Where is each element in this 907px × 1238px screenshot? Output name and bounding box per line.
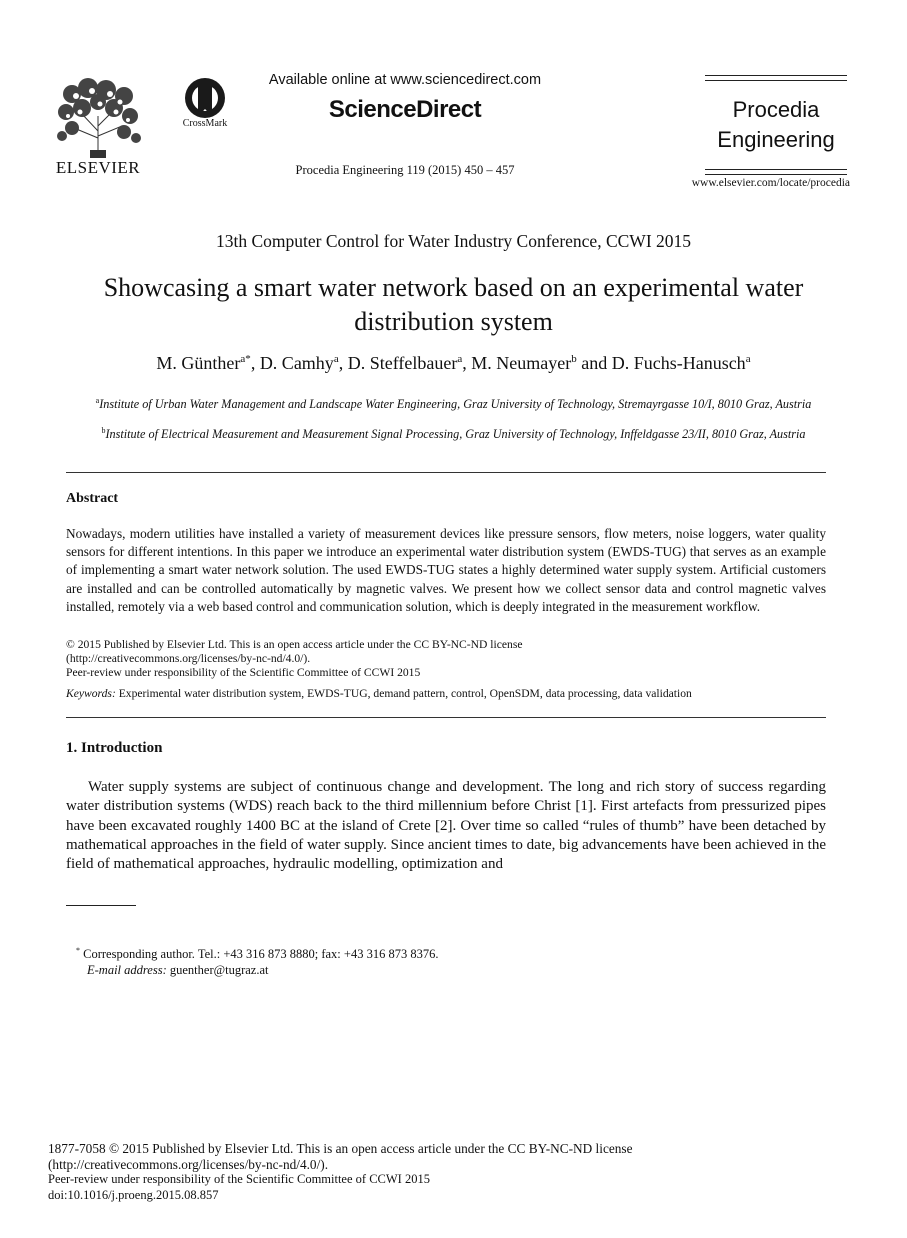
author-affil-sup: b — [571, 353, 577, 365]
journal-url-link[interactable]: www.elsevier.com/locate/procedia — [691, 177, 850, 189]
introduction-heading: 1. Introduction — [66, 740, 163, 756]
journal-rule — [705, 169, 847, 170]
sciencedirect-wordmark: ScienceDirect — [328, 96, 482, 123]
author-name: D. Fuchs-Hanusch — [611, 353, 746, 373]
license-link[interactable]: (http://creativecommons.org/licenses/by-nc-nd/4.0/). — [66, 652, 311, 665]
affiliation-a-marker: a — [95, 396, 100, 405]
publisher-wordmark: ELSEVIER — [55, 158, 141, 177]
journal-name-line2: Engineering — [717, 127, 835, 152]
author-name: M. Günther — [156, 353, 241, 373]
abstract-bottom-rule — [66, 717, 826, 718]
footnote-rule — [66, 905, 136, 906]
affiliation-b — [40, 426, 867, 442]
journal-rule — [705, 174, 847, 175]
journal-rule — [705, 75, 847, 76]
author-separator: and — [576, 353, 612, 373]
keywords-line — [66, 687, 826, 700]
author-separator: , — [462, 353, 472, 373]
author-affil-sup: a* — [240, 353, 251, 365]
abstract-heading: Abstract — [66, 491, 119, 506]
crossmark-label: CrossMark — [182, 118, 228, 129]
introduction-text: Water supply systems are subject of continuous change and development. The long and rich story of success regarding water distribution systems (WDS) reach back to the third millennium before Christ [1]. First artefacts from pressurized pipes have been excavated roughly 1400 BC at the island of Crete [2]. Over time so called “rules of thumb” have been detached by mathematical approaches in the field of water supply. Since ancient times to date, big advancements have been achieved in the field of mathematical approaches, hydraulic modelling, optimization and — [66, 779, 826, 873]
author-name: D. Camhy — [259, 353, 334, 373]
author-name: D. Steffelbauer — [347, 353, 458, 373]
doi-link[interactable]: doi:10.1016/j.proeng.2015.08.857 — [48, 1187, 219, 1202]
copyright-license-link[interactable]: (http://creativecommons.org/licenses/by-nc-nd/4.0/). — [48, 1156, 329, 1172]
affiliation-a — [66, 393, 841, 412]
paper-title-line1: Showcasing a smart water network based on an experimental water — [103, 273, 804, 302]
journal-name — [705, 95, 847, 155]
author-list — [40, 353, 867, 374]
email-label: E-mail address: — [87, 963, 167, 977]
journal-name-line1: Procedia — [732, 97, 820, 122]
copyright-line: 1877-7058 © 2015 Published by Elsevier Ltd. This is an open access article under the CC BY-NC-ND license — [48, 1141, 633, 1156]
peer-review-line: Peer-review under responsibility of the Scientific Committee of CCWI 2015 — [66, 666, 421, 679]
author-name: M. Neumayer — [471, 353, 572, 373]
author-separator: , — [250, 353, 260, 373]
copyright-block — [48, 1141, 848, 1203]
copyright-peer-review: Peer-review under responsibility of the Scientific Committee of CCWI 2015 — [48, 1172, 430, 1186]
license-line: © 2015 Published by Elsevier Ltd. This is an open access article under the CC BY-NC-ND license — [66, 638, 523, 651]
affiliation-b-marker: b — [101, 426, 106, 435]
author-separator: , — [338, 353, 348, 373]
abstract-text: Nowadays, modern utilities have installed a variety of measurement devices like pressure sensors, flow meters, noise loggers, water quality sensors for different intentions. In this paper we introduce an experimental water distribution system (EWDS-TUG) that serves as an example of implementing a smart water network solution. The used EWDS-TUG states a highly determined water supply system. Artificial customers are installed and can be controlled automatically by magnetic valves. We present how we collect sensor data and control magnetic valves installed, remotely via a web based control and communication solution, which is deeply integrated in the measurement workflow. — [66, 526, 826, 614]
paper-title — [40, 271, 867, 339]
abstract-top-rule — [66, 472, 826, 473]
email-address[interactable]: guenther@tugraz.at — [169, 963, 269, 977]
keywords-label: Keywords: — [66, 687, 116, 700]
author-affil-sup: a — [457, 353, 463, 365]
affiliation-b-text: Institute of Electrical Measurement and Measurement Signal Processing, Graz University of Technology, Inffeldgasse 23/II, 8010 Graz, Austria — [105, 427, 806, 442]
paper-title-line2: distribution system — [354, 307, 553, 336]
license-block — [66, 638, 826, 680]
journal-rule — [705, 80, 847, 81]
conference-name: 13th Computer Control for Water Industry Conference, CCWI 2015 — [215, 231, 692, 251]
author-affil-sup: a — [333, 353, 339, 365]
journal-reference: Procedia Engineering 119 (2015) 450 – 457 — [295, 163, 515, 177]
corresponding-author-text: Corresponding author. Tel.: +43 316 873 8880; fax: +43 316 873 8376. — [83, 947, 439, 962]
keywords-text: Experimental water distribution system, EWDS-TUG, demand pattern, control, OpenSDM, data processing, data validation — [118, 687, 692, 700]
email-footnote — [87, 963, 269, 978]
corresponding-author-footnote — [76, 946, 438, 962]
author-affil-sup: a — [745, 353, 751, 365]
available-online-text: Available online at www.sciencedirect.com — [268, 72, 542, 88]
affiliation-a-text: Institute of Urban Water Management and Landscape Water Engineering, Graz University of Technology, Stremayrgasse 10/I, 8010 Graz, Austria — [99, 397, 812, 412]
footnote-marker: * — [76, 946, 80, 955]
